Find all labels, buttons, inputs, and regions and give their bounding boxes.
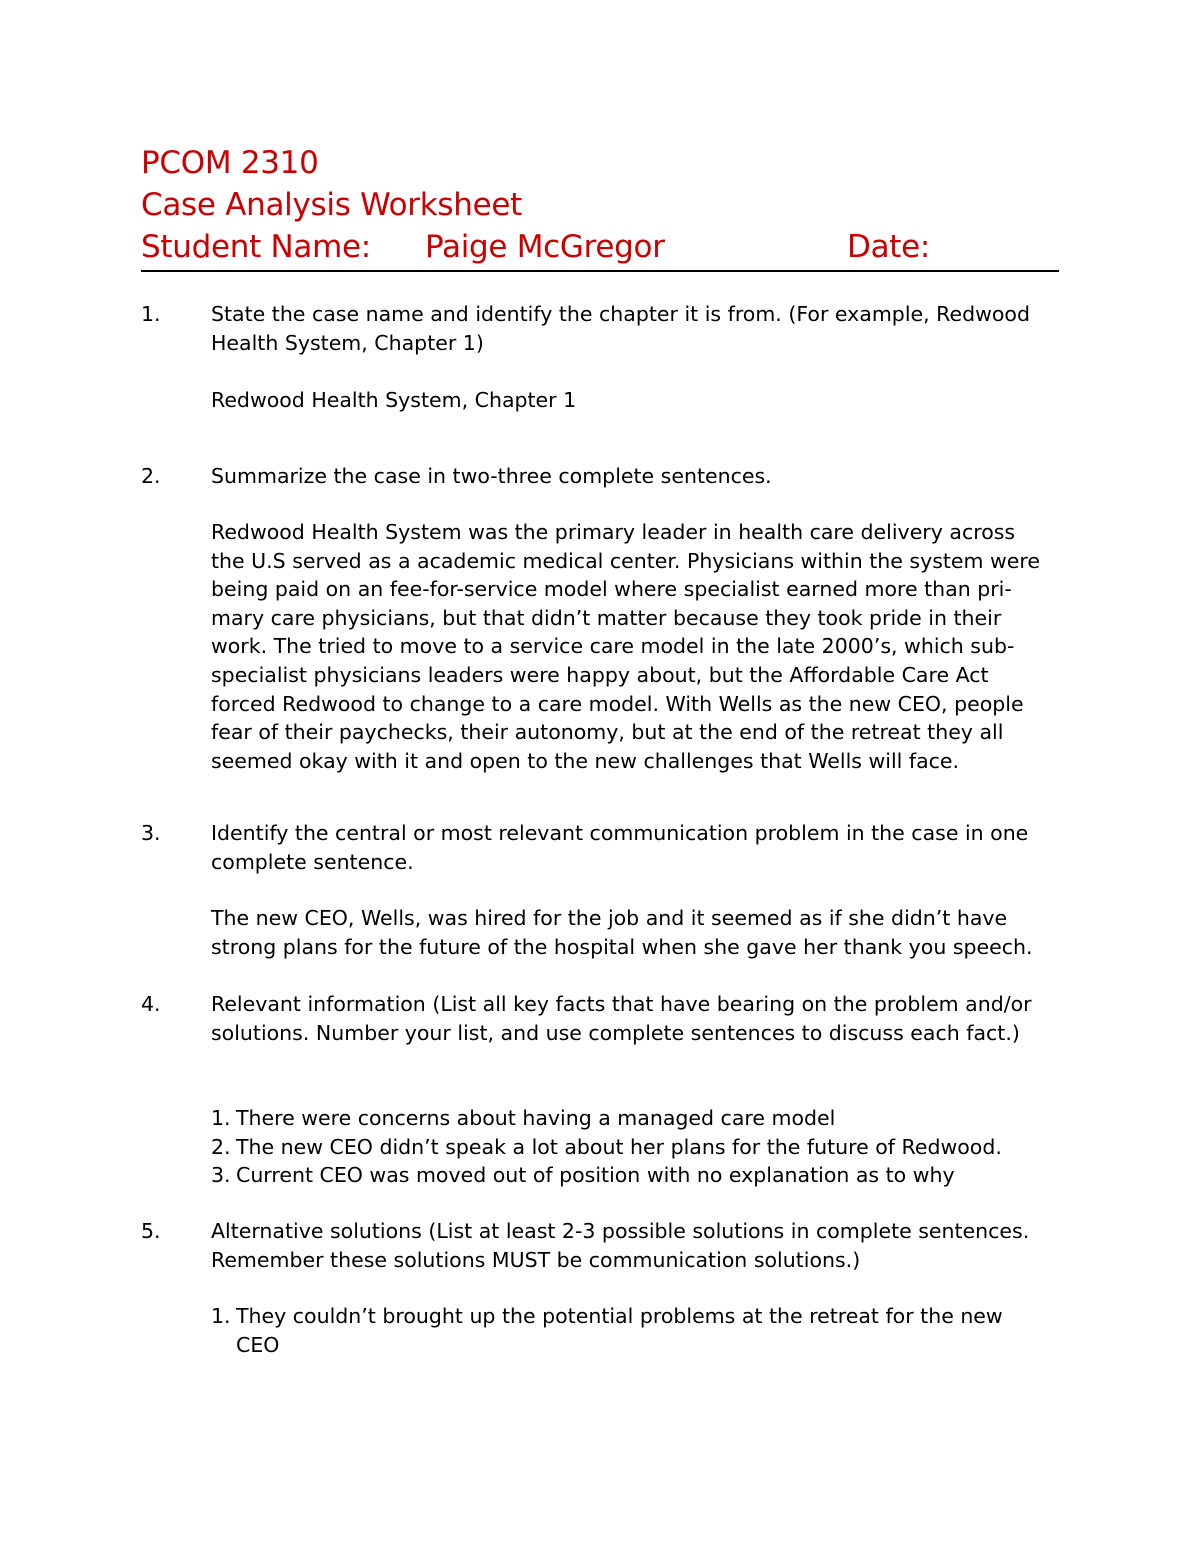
question-prompt bbox=[211, 300, 1061, 357]
answer-line: specialist physicians leaders were happy about, but the Affordable Care Act bbox=[211, 662, 989, 687]
date-label: Date: bbox=[847, 229, 931, 265]
list-text: The new CEO didn’t speak a lot about her plans for the future of Redwood. bbox=[236, 1134, 1002, 1159]
list-item bbox=[211, 1133, 1061, 1162]
list-item bbox=[211, 1302, 1061, 1331]
list-item bbox=[211, 1104, 1061, 1133]
answer-line: strong plans for the future of the hospital when she gave her thank you speech. bbox=[211, 934, 1033, 959]
prompt-line: Summarize the case in two-three complete sentences. bbox=[211, 464, 772, 488]
prompt-line: Identify the central or most relevant communication problem in the case in one bbox=[211, 821, 1029, 845]
question-number: 1. bbox=[141, 302, 161, 326]
student-name-label: Student Name: bbox=[141, 229, 371, 265]
list-number: 1. bbox=[211, 1106, 231, 1130]
question-prompt bbox=[211, 1217, 1061, 1274]
list-number: 1. bbox=[211, 1304, 231, 1328]
worksheet-header bbox=[141, 142, 1059, 272]
question-number: 2. bbox=[141, 464, 161, 488]
list-number: 2. bbox=[211, 1134, 231, 1159]
list-text: They couldn’t brought up the potential problems at the retreat for the new bbox=[236, 1304, 1003, 1328]
answer-line: seemed okay with it and open to the new challenges that Wells will face. bbox=[211, 748, 960, 773]
student-info-row bbox=[141, 226, 1059, 272]
worksheet-title: Case Analysis Worksheet bbox=[141, 187, 522, 223]
prompt-line: Alternative solutions (List at least 2-3 possible solutions in complete sentences. bbox=[211, 1219, 1030, 1243]
question-number: 5. bbox=[141, 1219, 161, 1243]
list-item bbox=[211, 1161, 1061, 1190]
question-number: 4. bbox=[141, 992, 161, 1016]
answer-line: mary care physicians, but that didn’t matter because they took pride in their bbox=[211, 605, 1002, 630]
answer-line: Redwood Health System was the primary leader in health care delivery across bbox=[211, 520, 1016, 544]
answer-line: the U.S served as a academic medical center. Physicians within the system were bbox=[211, 548, 1040, 573]
question-prompt bbox=[211, 819, 1061, 876]
answer-line: being paid on an fee-for-service model where specialist earned more than pri- bbox=[211, 577, 1012, 602]
answer-4-list bbox=[211, 1104, 1061, 1190]
question-prompt bbox=[211, 990, 1061, 1047]
answer-line: Redwood Health System, Chapter 1 bbox=[211, 388, 577, 412]
answer-5-list bbox=[211, 1302, 1061, 1359]
student-name-value: Paige McGregor bbox=[425, 229, 665, 265]
prompt-line: Health System, Chapter 1) bbox=[211, 330, 484, 355]
question-number: 3. bbox=[141, 821, 161, 845]
course-code: PCOM 2310 bbox=[141, 145, 319, 181]
prompt-line: complete sentence. bbox=[211, 849, 414, 874]
list-text: There were concerns about having a managed care model bbox=[236, 1106, 836, 1130]
answer-line: fear of their paychecks, their autonomy, but at the end of the retreat they all bbox=[211, 720, 1004, 745]
answer-1 bbox=[211, 386, 1061, 415]
answer-line: forced Redwood to change to a care model. With Wells as the new CEO, people bbox=[211, 691, 1024, 716]
prompt-line: Relevant information (List all key facts that have bearing on the problem and/or bbox=[211, 992, 1032, 1016]
list-text: Current CEO was moved out of position with no explanation as to why bbox=[236, 1163, 955, 1188]
prompt-line: Remember these solutions MUST be communication solutions.) bbox=[211, 1247, 861, 1272]
prompt-line: solutions. Number your list, and use complete sentences to discuss each fact.) bbox=[211, 1020, 1020, 1045]
list-number: 3. bbox=[211, 1163, 231, 1188]
question-prompt bbox=[211, 462, 1061, 491]
answer-2 bbox=[211, 518, 1061, 775]
list-item-continuation: CEO bbox=[236, 1332, 280, 1357]
answer-3 bbox=[211, 904, 1061, 961]
answer-line: work. The tried to move to a service care model in the late 2000’s, which sub- bbox=[211, 634, 1015, 659]
prompt-line: State the case name and identify the chapter it is from. (For example, Redwood bbox=[211, 302, 1030, 326]
answer-line: The new CEO, Wells, was hired for the job and it seemed as if she didn’t have bbox=[211, 906, 1008, 930]
